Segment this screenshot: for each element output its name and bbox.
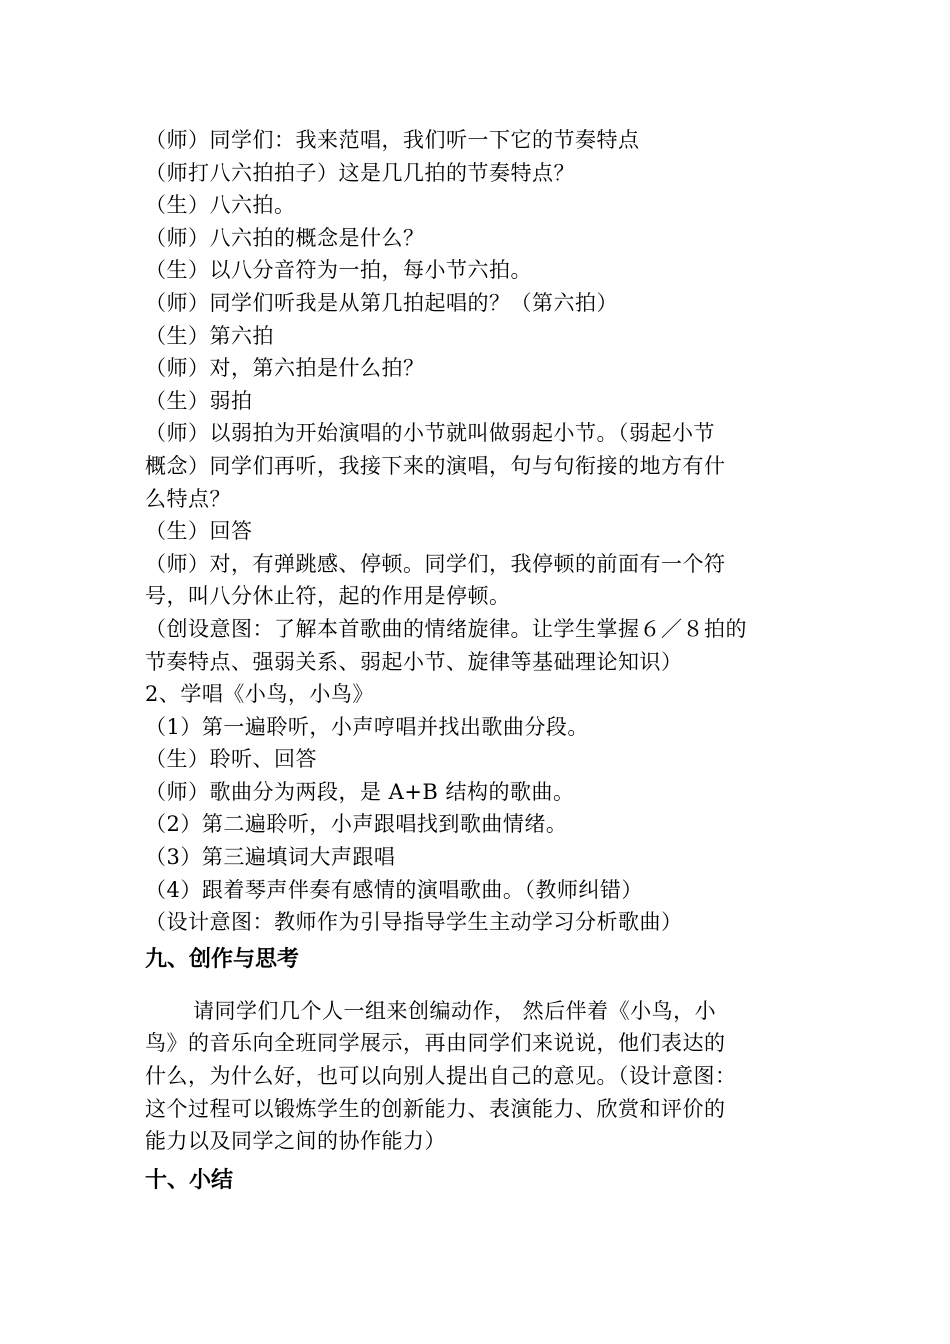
text-line: （生）以八分音符为一拍，每小节六拍。 <box>145 258 532 283</box>
dialogue-block <box>145 124 810 939</box>
text-line: （师）同学们：我来范唱，我们听一下它的节奏特点 <box>145 128 640 152</box>
text-line: 2、学唱《小鸟，小鸟》 <box>145 682 374 707</box>
text-line: （师）对，第六拍是什么拍？ <box>145 356 425 381</box>
text-line: 节奏特点、强弱关系、弱起小节、旋律等基础理论知识） <box>145 649 683 674</box>
text-line: （3）第三遍填词大声跟唱 <box>145 845 396 870</box>
text-line: 概念）同学们再听，我接下来的演唱，句与句衔接的地方有什 <box>145 453 726 478</box>
text-line: （设计意图：教师作为引导指导学生主动学习分析歌曲） <box>145 910 683 935</box>
text-line: （师）以弱拍为开始演唱的小节就叫做弱起小节。（弱起小节 <box>145 421 715 446</box>
text-line: （生）回答 <box>145 519 253 544</box>
text-line: （1）第一遍聆听，小声哼唱并找出歌曲分段。 <box>145 714 589 739</box>
text-line: 鸟》的音乐向全班同学展示，再由同学们来说说，他们表达的 <box>145 1031 726 1056</box>
text-line: （生）聆听、回答 <box>145 747 317 772</box>
text-line: （创设意图：了解本首歌曲的情绪旋律。让学生掌握６／８拍的 <box>145 616 747 641</box>
text-line: （师）八六拍的概念是什么？ <box>145 225 425 250</box>
text-line: （师）歌曲分为两段，是 A+B 结构的歌曲。 <box>145 779 575 804</box>
text-line: （生）八六拍。 <box>145 193 296 218</box>
section-9-paragraph <box>145 995 810 1158</box>
text-line: （生）第六拍 <box>145 323 274 348</box>
document-page <box>145 124 810 1200</box>
text-line: 什么，为什么好，也可以向别人提出自己的意见。（设计意图： <box>145 1064 737 1089</box>
section-heading-9: 九、创作与思考 <box>145 946 300 972</box>
text-line: （4）跟着琴声伴奏有感情的演唱歌曲。（教师纠错） <box>145 877 643 902</box>
text-line: （师）同学们听我是从第几拍起唱的？（第六拍） <box>145 290 618 315</box>
text-line: （2）第二遍聆听，小声跟唱找到歌曲情绪。 <box>145 812 568 837</box>
text-line: （师）对，有弹跳感、停顿。同学们，我停顿的前面有一个符 <box>145 551 726 576</box>
text-line: 能力以及同学之间的协作能力） <box>145 1129 446 1154</box>
text-line: （师打八六拍拍子）这是几几拍的节奏特点？ <box>145 160 575 185</box>
text-line: 请同学们几个人一组来创编动作， 然后伴着《小鸟，小 <box>193 998 717 1023</box>
text-line: 么特点？ <box>145 486 231 511</box>
text-line: （生）弱拍 <box>145 388 253 413</box>
text-line: 这个过程可以锻炼学生的创新能力、表演能力、欣赏和评价的 <box>145 1096 726 1121</box>
text-line: 号，叫八分休止符，起的作用是停顿。 <box>145 584 511 609</box>
section-heading-10: 十、小结 <box>145 1167 234 1193</box>
